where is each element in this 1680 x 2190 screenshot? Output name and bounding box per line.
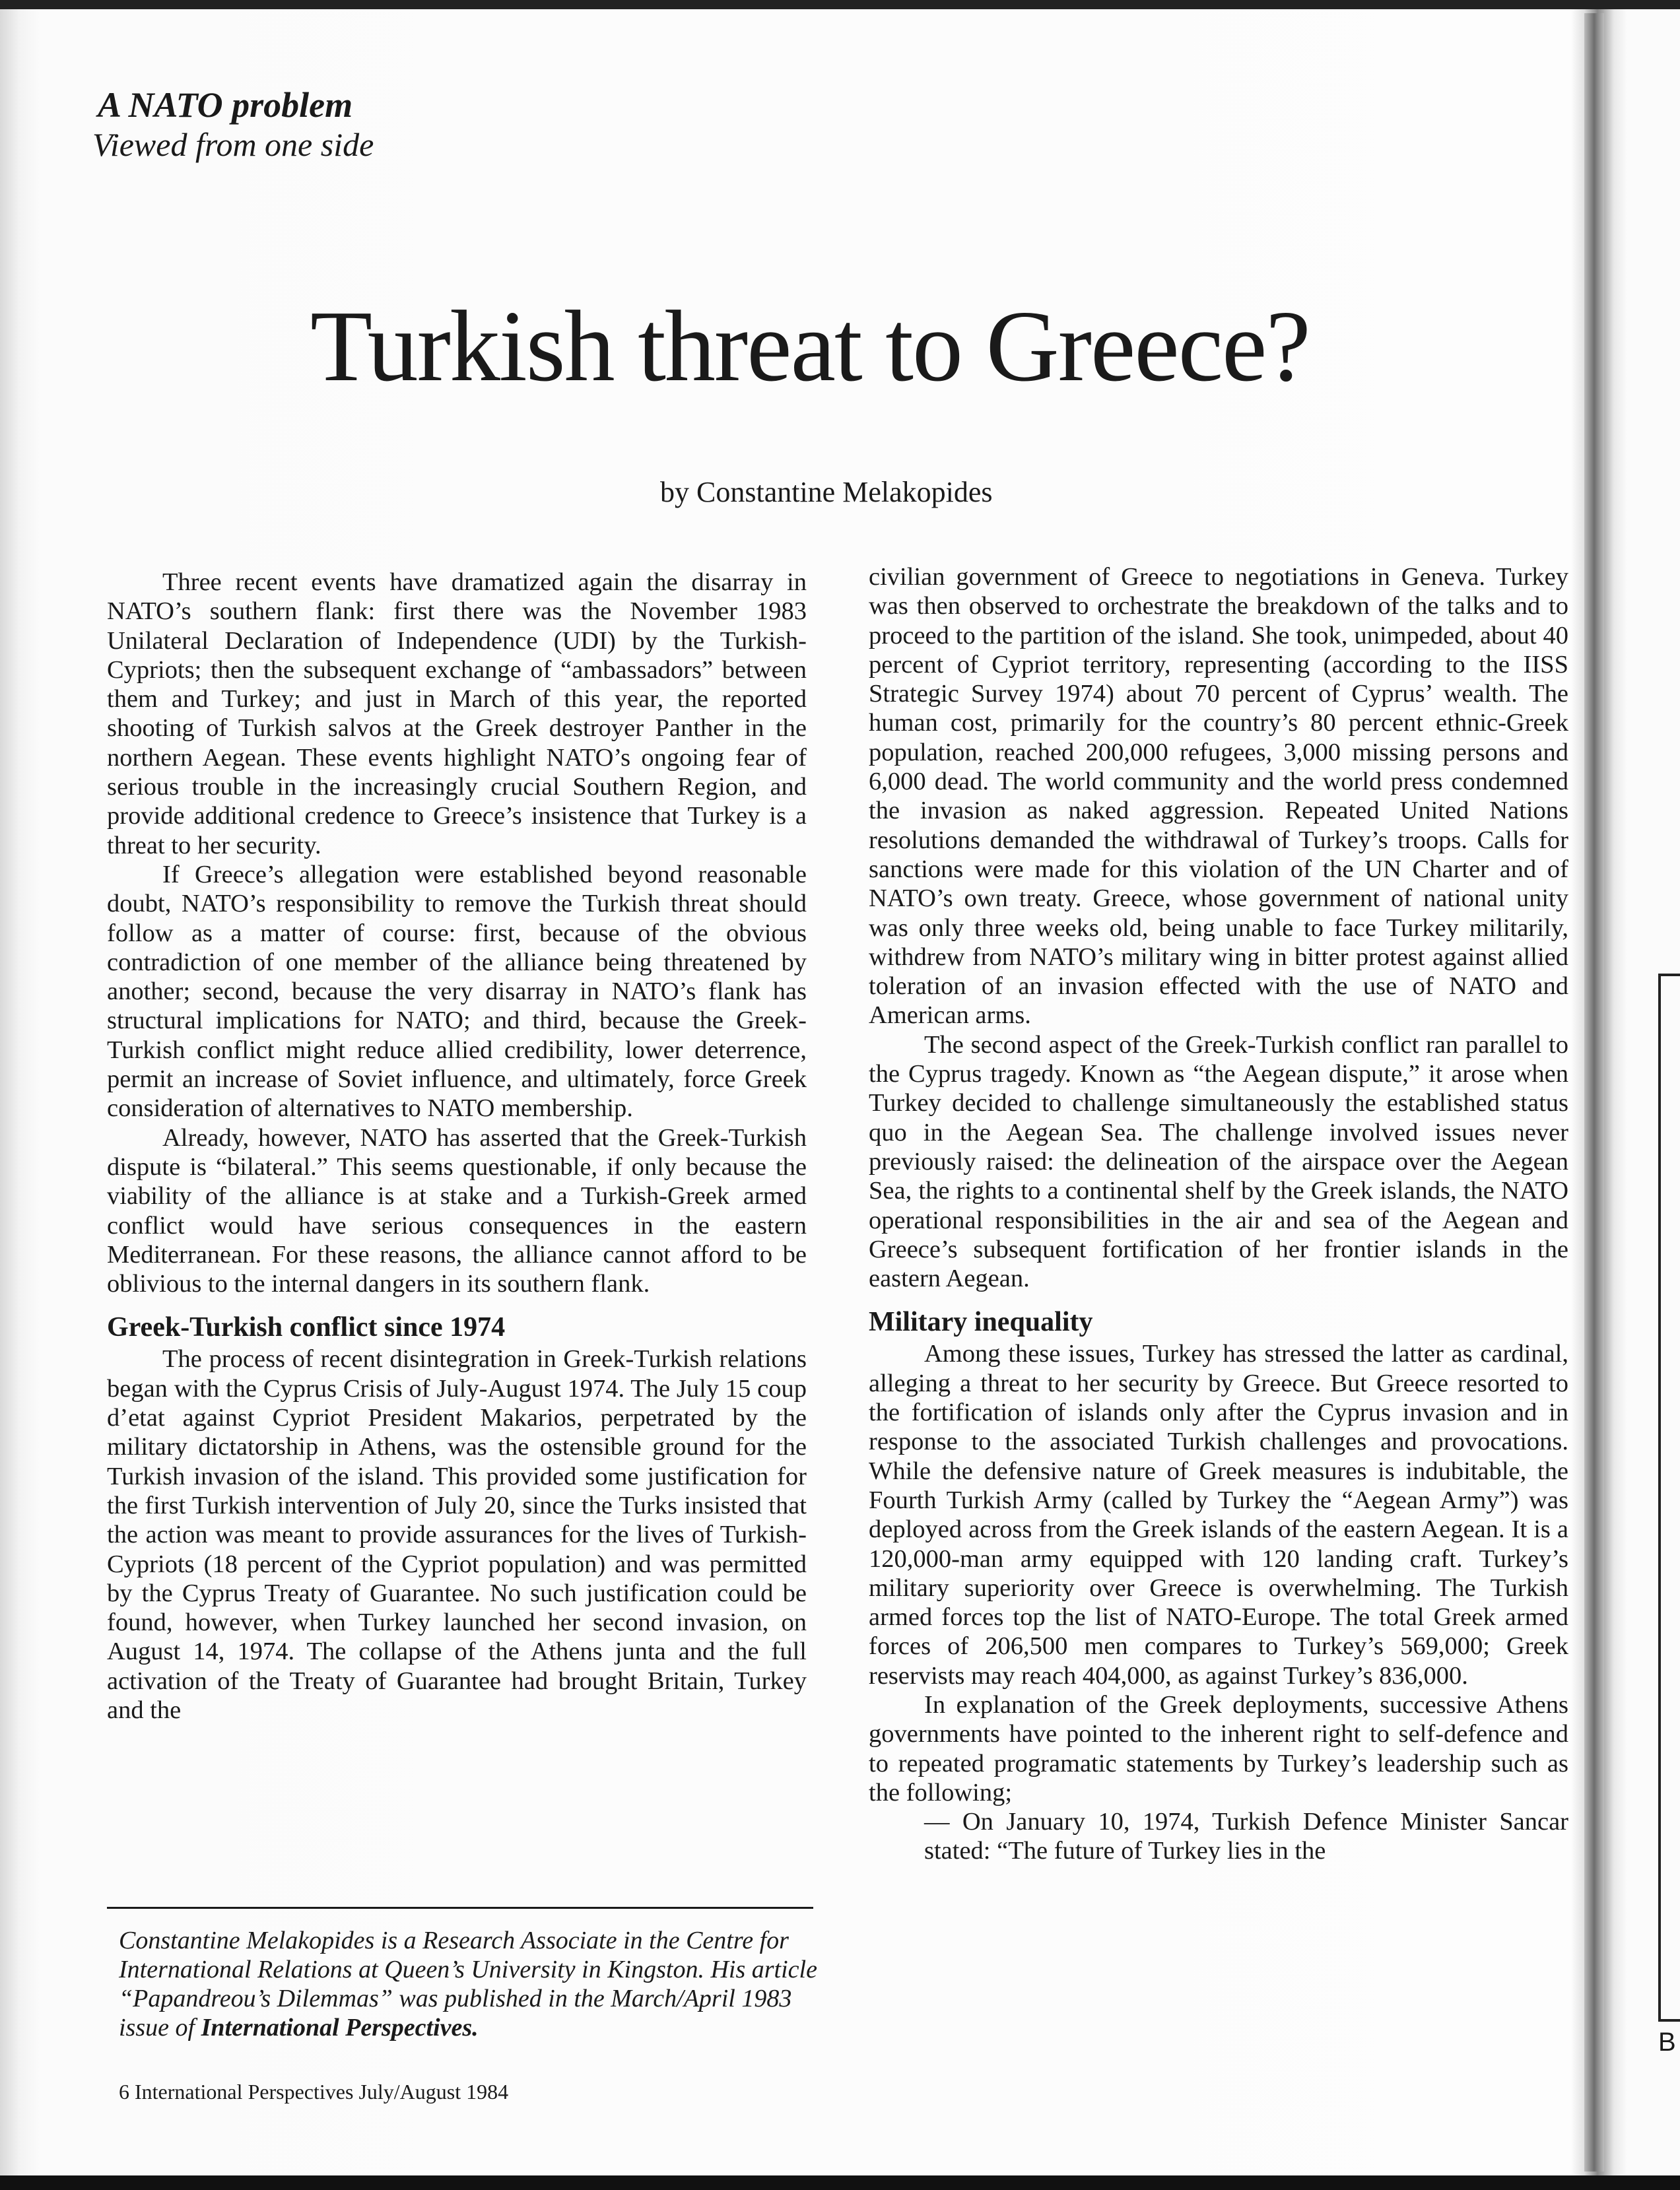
section-heading: Greek-Turkish conflict since 1974 (107, 1312, 506, 1343)
bio-divider (107, 1907, 813, 1909)
paragraph: Three recent events have dramatized again the disarray in NATO’s southern flank: first there was the November 1983 Unilateral Declaration of Independence (UDI) by the Turkish-Cypriots; then the subsequent exchange of “ambassadors” between them and Turkey; and just in March of this year, the reported shooting of Turkish salvos at the Greek destroyer Panther in the northern Aegean. These events highlight NATO’s ongoing fear of serious trouble in the increasingly crucial Southern Region, and provide additional credence to Greece’s insistence that Turkey is a threat to her security. (107, 568, 807, 859)
paragraph: If Greece’s allegation were established beyond reasonable doubt, NATO’s responsibility to remove the Turkish threat should follow as a matter of course: first, because of the obvious contradiction of one member of the alliance being threatened by another; second, because the very disarray in NATO’s flank has structural implications for NATO; and third, because the Greek-Turkish conflict might reduce allied credibility, lower deterrence, permit an increase of Soviet influence, and ultimately, force Greek consideration of alternatives to NATO membership. (107, 860, 807, 1123)
next-page-edge-letter: B (1658, 2028, 1676, 2057)
paragraph: civilian government of Greece to negotiations in Geneva. Turkey was then observed to orchestrate the breakdown of the talks and to proceed to the partition of the island. She took, unimpeded, about 40 percent of Cypriot territory, representing (according to the IISS Strategic Survey 1974) about 70 percent of Cyprus’ wealth. The human cost, primarily for the country’s 80 percent ethnic-Greek population, reached 200,000 refugees, 3,000 missing persons and 6,000 dead. The world community and the world press condemned the invasion as naked aggression. Repeated United Nations resolutions demanded the withdrawal of Turkey’s troops. Calls for sanctions were made for this violation of the UN Charter and of NATO’s own treaty. Greece, whose government of national unity was only three weeks old, being unable to face Turkey militarily, withdrew from NATO’s military wing in bitter protest against allied toleration of an invasion effected with the use of NATO and American arms. (869, 563, 1568, 1030)
article-title: Turkish threat to Greece? (310, 290, 1310, 403)
section-heading: Military inequality (869, 1307, 1093, 1338)
quote-paragraph: — On January 10, 1974, Turkish Defence Minister Sancar stated: “The future of Turkey lies in the (924, 1808, 1568, 1865)
top-edge (0, 0, 1680, 9)
author-bio-text: Constantine Melakopides is a Research Associate in the Centre for International Relations at Queen’s University in Kingston. His article “Papandreou’s Dilemmas” was published in the March/April 1983 issue of (119, 1927, 817, 2041)
paragraph: Among these issues, Turkey has stressed the latter as cardinal, alleging a threat to her security by Greece. But Greece resorted to the fortification of islands only after the Cyprus invasion and in response to the associated Turkish challenges and provocations. While the defensive nature of Greek measures is indubitable, the Fourth Turkish Army (called by Turkey the “Aegean Army”) was deployed across from the Greek islands of the eastern Aegean. It is a 120,000-man army equipped with 120 landing craft. Turkey’s military superiority over Greece is overwhelming. The Turkish armed forces top the list of NATO-Europe. The total Greek armed forces of 206,500 men compares to Turkey’s 569,000; Greek reservists may reach 404,000, as against Turkey’s 836,000. (869, 1340, 1568, 1690)
publication-name: International Perspectives. (201, 2014, 479, 2041)
paragraph: The process of recent disintegration in Greek-Turkish relations began with the Cyprus Crisis of July-August 1974. The July 15 coup d’etat against Cypriot President Makarios, perpetrated by the military dictatorship in Athens, was the ostensible ground for the Turkish invasion of the island. This provided some justification for the first Turkish intervention of July 20, since the Turks insisted that the action was meant to provide assurances for the lives of Turkish-Cypriots (18 percent of the Cypriot population) and was permitted by the Cyprus Treaty of Guarantee. No such justification could be found, however, when Turkey launched her second invasion, on August 14, 1974. The collapse of the Athens junta and the full activation of the Treaty of Guarantee had brought Britain, Turkey and the (107, 1345, 807, 1724)
paragraph: Already, however, NATO has asserted that the Greek-Turkish dispute is “bilateral.” This seems questionable, if only because the viability of the alliance is at stake and a Turkish-Greek armed conflict would have serious consequences in the eastern Mediterranean. For these reasons, the alliance cannot afford to be oblivious to the internal dangers in its southern flank. (107, 1123, 807, 1298)
paragraph: The second aspect of the Greek-Turkish conflict ran parallel to the Cyprus tragedy. Known as “the Aegean dispute,” it arose when Turkey decided to challenge simultaneously the established status quo in the Aegean Sea. The challenge involved issues never previously raised: the delineation of the airspace over the Aegean Sea, the rights to a continental shelf by the Greek islands, the NATO operational responsibilities in the air and sea of the Aegean and Greece’s subsequent fortification of her frontier islands in the eastern Aegean. (869, 1030, 1568, 1293)
section-subkicker: Viewed from one side (92, 126, 374, 163)
right-column (869, 562, 1568, 1866)
paragraph: In explanation of the Greek deployments, successive Athens governments have pointed to the inherent right to self-defence and to repeated programatic statements by Turkey’s leadership such as the following; (869, 1690, 1568, 1807)
section-kicker: A NATO problem (98, 85, 353, 125)
next-page-edge-box (1658, 974, 1680, 2022)
binding-spine (1584, 13, 1604, 2172)
page-footer: 6 International Perspectives July/August 1984 (119, 2080, 509, 2104)
left-column (107, 568, 807, 1725)
bottom-edge (0, 2175, 1680, 2190)
article-byline: by Constantine Melakopides (660, 476, 993, 508)
author-bio (119, 1926, 819, 2042)
